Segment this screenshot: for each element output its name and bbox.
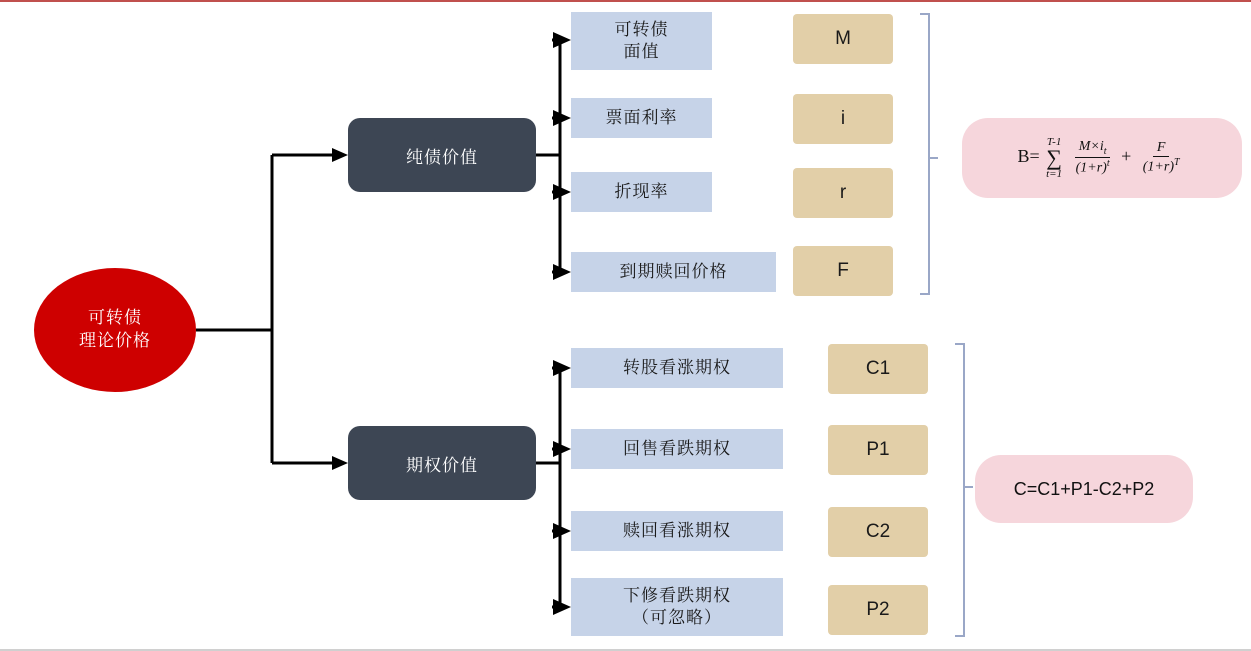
- symbol-node[interactable]: [793, 94, 893, 144]
- formula-node-option[interactable]: [975, 455, 1193, 523]
- formula-bond-plus: +: [1121, 146, 1132, 167]
- root-label-line1: 可转债: [88, 308, 142, 328]
- sum-upper-limit: T-1: [1046, 136, 1062, 149]
- summation-operator: [1046, 136, 1062, 180]
- stage-label-bond-value: 纯债价值: [406, 147, 478, 167]
- factor-label: 可转债: [614, 19, 669, 39]
- symbol-node[interactable]: [793, 246, 893, 296]
- sum-lower-limit: t=1: [1046, 167, 1063, 180]
- term2-denominator: (1+r): [1142, 159, 1174, 175]
- symbol-label: F: [837, 260, 849, 281]
- factor-label: 回售看跌期权: [623, 438, 731, 458]
- factor-node[interactable]: [571, 12, 712, 70]
- formula-bond-lhs: B=: [1017, 146, 1040, 167]
- root-label-line2: 理论价格: [79, 331, 151, 350]
- term1-denominator-sup: t: [1106, 158, 1110, 170]
- term2-numerator: F: [1156, 140, 1166, 156]
- factor-label-secondary: （可忽略）: [632, 608, 722, 627]
- symbol-node[interactable]: [793, 14, 893, 64]
- formula-bond-term1: [1072, 139, 1114, 176]
- factor-node[interactable]: [571, 98, 712, 138]
- factor-node[interactable]: [571, 348, 783, 388]
- symbol-label: C1: [865, 358, 891, 379]
- formula-node-bond[interactable]: [962, 118, 1242, 198]
- term1-numerator-sub: t: [1103, 146, 1107, 158]
- factor-node[interactable]: [571, 578, 783, 636]
- formula-option-expression: C=C1+P1-C2+P2: [1013, 478, 1155, 499]
- sum-sigma-icon: ∑: [1046, 145, 1062, 171]
- formula-bond-expression: [1017, 136, 1186, 180]
- stage-node-bond-value[interactable]: [348, 118, 536, 192]
- factor-label: 票面利率: [605, 107, 678, 127]
- top-rule-divider: [0, 0, 1251, 2]
- stage-label-option-value: 期权价值: [406, 455, 478, 475]
- symbol-node[interactable]: [828, 507, 928, 557]
- symbol-node[interactable]: [828, 344, 928, 394]
- symbol-label: M: [835, 28, 851, 49]
- factor-label-secondary: 面值: [623, 42, 660, 61]
- symbol-label: C2: [865, 521, 891, 542]
- factor-node[interactable]: [571, 252, 776, 292]
- root-node[interactable]: [34, 268, 196, 392]
- factor-label: 转股看涨期权: [623, 357, 731, 377]
- symbol-node[interactable]: [828, 425, 928, 475]
- factor-label: 下修看跌期权: [623, 585, 731, 605]
- formula-bond-term2: [1139, 140, 1184, 176]
- symbol-node[interactable]: [828, 585, 928, 635]
- term1-numerator: M×i: [1078, 139, 1104, 155]
- stage-node-option-value[interactable]: [348, 426, 536, 500]
- factor-node[interactable]: [571, 429, 783, 469]
- symbol-label: P1: [866, 439, 890, 460]
- factor-label: 折现率: [614, 181, 669, 201]
- factor-node[interactable]: [571, 511, 783, 551]
- factor-label: 赎回看涨期权: [623, 520, 731, 540]
- term2-denominator-sup: T: [1174, 157, 1180, 169]
- symbol-node[interactable]: [793, 168, 893, 218]
- term1-denominator: (1+r): [1075, 160, 1107, 176]
- symbol-label: r: [839, 182, 847, 203]
- symbol-label: P2: [866, 599, 890, 620]
- factor-label: 到期赎回价格: [619, 261, 728, 281]
- symbol-label: i: [840, 108, 846, 129]
- factor-node[interactable]: [571, 172, 712, 212]
